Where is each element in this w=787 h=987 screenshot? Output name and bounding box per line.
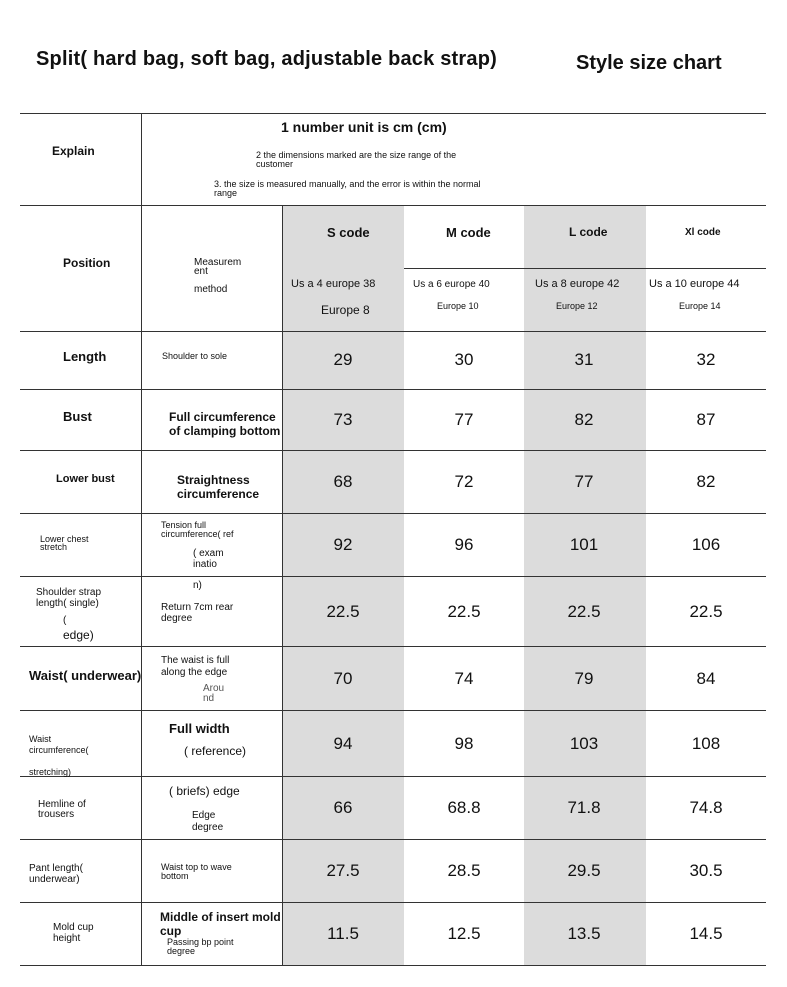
rule bbox=[20, 113, 766, 114]
row-position: height bbox=[53, 933, 81, 944]
row-position: edge) bbox=[63, 628, 94, 642]
row-method: Edge bbox=[192, 810, 216, 821]
explain-line-3b: range bbox=[214, 188, 238, 198]
cell-value: 87 bbox=[696, 410, 716, 429]
row-method: n) bbox=[193, 580, 202, 591]
row-method: nd bbox=[203, 693, 215, 704]
explain-label: Explain bbox=[52, 144, 95, 158]
size-code-s: S code bbox=[327, 225, 370, 240]
size-eu-l: Europe 12 bbox=[556, 301, 598, 311]
explain-line-2a: 2 the dimensions marked are the size range of the bbox=[256, 150, 457, 160]
explain-line-3a: 3. the size is measured manually, and the error is within the normal bbox=[214, 179, 481, 189]
chart-subtitle: Style size chart bbox=[576, 52, 722, 74]
page-title: Split( hard bag, soft bag, adjustable back strap) bbox=[36, 48, 497, 70]
cell-value: 74 bbox=[454, 669, 474, 688]
cell-value: 22.5 bbox=[567, 602, 601, 621]
cell-value: 101 bbox=[569, 535, 599, 554]
size-us-m: Us a 6 europe 40 bbox=[413, 279, 490, 290]
row-method: Tension full bbox=[161, 520, 207, 530]
row-position: stretch bbox=[40, 542, 68, 552]
cell-value: 32 bbox=[696, 350, 716, 369]
row-method: bottom bbox=[161, 871, 189, 881]
size-eu-m: Europe 10 bbox=[437, 301, 479, 311]
size-us-l: Us a 8 europe 42 bbox=[535, 278, 620, 290]
cell-value: 29 bbox=[333, 350, 353, 369]
cell-value: 106 bbox=[691, 535, 721, 554]
cell-value: 68 bbox=[333, 472, 353, 491]
rule bbox=[20, 450, 766, 451]
row-method: degree bbox=[167, 946, 196, 956]
cell-value: 14.5 bbox=[689, 924, 723, 943]
rule bbox=[20, 205, 766, 206]
l-column-shade bbox=[524, 206, 646, 966]
cell-value: 84 bbox=[696, 669, 716, 688]
row-method: of clamping bottom bbox=[169, 424, 281, 438]
rule bbox=[20, 710, 766, 711]
cell-value: 22.5 bbox=[689, 602, 723, 621]
row-position: Shoulder strap bbox=[36, 587, 102, 598]
cell-value: 73 bbox=[333, 410, 353, 429]
row-position: Mold cup bbox=[53, 922, 94, 933]
rule bbox=[20, 576, 766, 577]
cell-value: 22.5 bbox=[326, 602, 360, 621]
row-position: circumference( bbox=[29, 745, 89, 755]
cell-value: 66 bbox=[333, 798, 353, 817]
cell-value: 79 bbox=[574, 669, 594, 688]
row-method: Middle of insert mold bbox=[160, 910, 281, 924]
rule bbox=[141, 113, 142, 966]
size-eu-xl: Europe 14 bbox=[679, 301, 721, 311]
cell-value: 70 bbox=[333, 669, 353, 688]
row-position: stretching) bbox=[29, 767, 72, 777]
cell-value: 82 bbox=[696, 472, 716, 491]
cell-value: 94 bbox=[333, 734, 353, 753]
row-method: circumference bbox=[177, 487, 260, 501]
row-method: Return 7cm rear bbox=[161, 602, 234, 613]
cell-value: 30 bbox=[454, 350, 474, 369]
cell-value: 27.5 bbox=[326, 861, 360, 880]
cell-value: 108 bbox=[691, 734, 721, 753]
row-method: ( briefs) edge bbox=[169, 784, 240, 798]
row-position: Hemline of bbox=[38, 799, 86, 810]
row-method: Waist top to wave bbox=[161, 862, 232, 872]
row-method: Full width bbox=[169, 721, 230, 736]
row-method: Passing bp point bbox=[167, 937, 234, 947]
row-position: underwear) bbox=[29, 874, 80, 885]
cell-value: 96 bbox=[454, 535, 474, 554]
cell-value: 77 bbox=[574, 472, 594, 491]
size-code-xl: Xl code bbox=[685, 227, 721, 238]
size-code-l: L code bbox=[569, 225, 608, 239]
cell-value: 28.5 bbox=[447, 861, 481, 880]
cell-value: 13.5 bbox=[567, 924, 601, 943]
rule bbox=[20, 389, 766, 390]
cell-value: 68.8 bbox=[447, 798, 481, 817]
row-method: Full circumference bbox=[169, 410, 276, 424]
method-header: method bbox=[194, 284, 228, 295]
cell-value: 31 bbox=[574, 350, 594, 369]
row-position: Length bbox=[63, 349, 107, 364]
cell-value: 30.5 bbox=[689, 861, 723, 880]
cell-value: 22.5 bbox=[447, 602, 481, 621]
method-header: Measurem bbox=[194, 257, 242, 268]
size-us-xl: Us a 10 europe 44 bbox=[649, 278, 740, 290]
size-eu-s: Europe 8 bbox=[321, 303, 370, 317]
cell-value: 77 bbox=[454, 410, 474, 429]
explain-line-1: 1 number unit is cm (cm) bbox=[281, 119, 447, 135]
row-method: circumference( ref bbox=[161, 529, 234, 539]
cell-value: 11.5 bbox=[327, 924, 359, 943]
row-method: cup bbox=[160, 924, 182, 938]
rule bbox=[20, 839, 766, 840]
cell-value: 71.8 bbox=[567, 798, 601, 817]
rule bbox=[20, 331, 766, 332]
rule bbox=[404, 268, 766, 269]
cell-value: 74.8 bbox=[689, 798, 723, 817]
rule bbox=[282, 205, 283, 966]
row-position: Lower bust bbox=[56, 473, 115, 485]
row-position: ( bbox=[63, 615, 67, 626]
cell-value: 12.5 bbox=[447, 924, 481, 943]
cell-value: 103 bbox=[569, 734, 599, 753]
cell-value: 98 bbox=[454, 734, 474, 753]
cell-value: 82 bbox=[574, 410, 594, 429]
row-method: inatio bbox=[193, 559, 217, 570]
row-method: Arou bbox=[203, 683, 225, 694]
position-header: Position bbox=[63, 256, 111, 270]
row-method: degree bbox=[192, 822, 224, 833]
explain-line-2b: customer bbox=[256, 159, 294, 169]
rule bbox=[20, 646, 766, 647]
row-position: trousers bbox=[38, 809, 75, 820]
row-position: Bust bbox=[63, 409, 92, 424]
rule bbox=[20, 776, 766, 777]
rule bbox=[20, 902, 766, 903]
row-position: length( single) bbox=[36, 598, 99, 609]
row-method: degree bbox=[161, 613, 193, 624]
rule bbox=[20, 513, 766, 514]
size-us-s: Us a 4 europe 38 bbox=[291, 278, 376, 290]
cell-value: 29.5 bbox=[567, 861, 601, 880]
row-position: Pant length( bbox=[29, 863, 83, 874]
row-method: ( reference) bbox=[184, 744, 247, 758]
row-method: Straightness bbox=[177, 473, 250, 487]
method-header: ent bbox=[194, 266, 208, 277]
cell-value: 72 bbox=[454, 472, 474, 491]
s-column-shade bbox=[283, 206, 404, 966]
rule bbox=[20, 965, 766, 966]
row-method: along the edge bbox=[161, 667, 228, 678]
row-method: The waist is full bbox=[161, 655, 230, 666]
row-method: Shoulder to sole bbox=[162, 351, 228, 361]
row-position: Lower chest bbox=[40, 534, 89, 544]
cell-value: 92 bbox=[333, 535, 353, 554]
row-position: Waist( underwear) bbox=[29, 668, 142, 683]
row-position: Waist bbox=[29, 734, 52, 744]
size-code-m: M code bbox=[446, 225, 491, 240]
row-method: ( exam bbox=[193, 548, 224, 559]
